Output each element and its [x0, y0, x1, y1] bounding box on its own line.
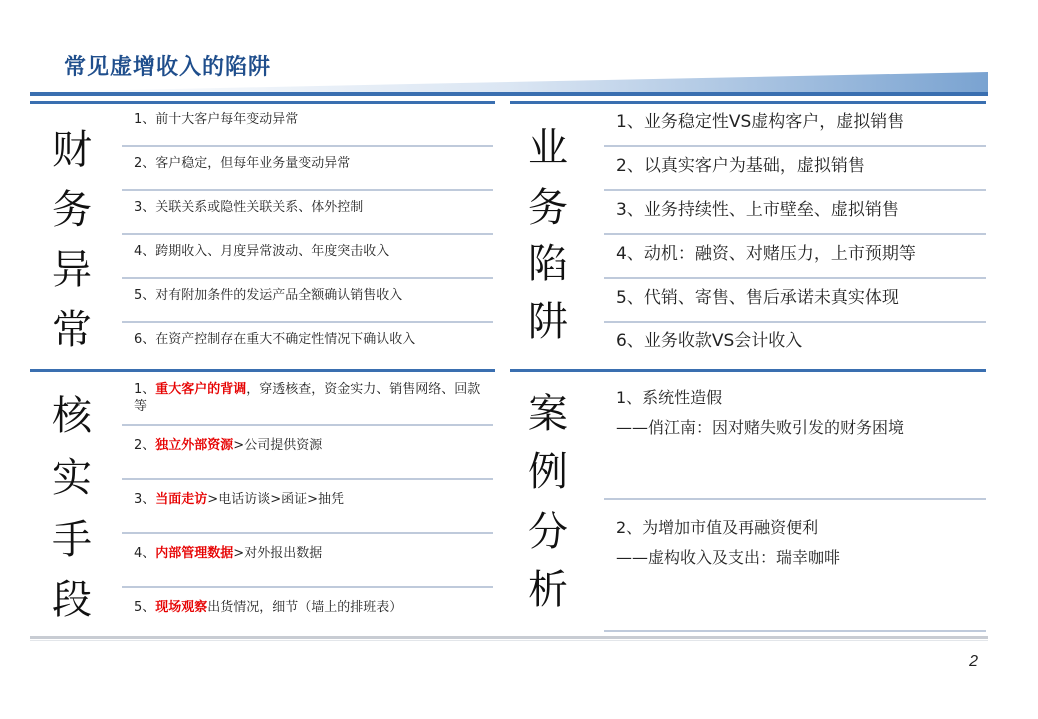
list-item — [134, 599, 402, 616]
list-item: 3、业务持续性、上市壁垒、虚拟销售 — [616, 200, 899, 220]
item-text: >对外报出数据 — [233, 546, 323, 561]
divider — [122, 424, 493, 426]
divider — [122, 145, 493, 147]
case-title: 2、为增加市值及再融资便利 — [616, 518, 819, 537]
page-number: 2 — [969, 653, 978, 670]
item-text: >公司提供资源 — [233, 438, 323, 453]
heading-char: 核 — [52, 393, 92, 439]
list-item: 2、以真实客户为基础，虚拟销售 — [616, 156, 865, 176]
highlight-text: 内部管理数据 — [155, 546, 234, 561]
divider — [122, 478, 493, 480]
divider — [604, 145, 986, 147]
item-prefix: 2、 — [134, 438, 156, 453]
highlight-text: 现场观察 — [155, 600, 208, 615]
divider — [122, 189, 493, 191]
list-item: 6、业务收款VS会计收入 — [616, 331, 803, 351]
divider — [122, 532, 493, 534]
divider — [604, 277, 986, 279]
list-item: 1、前十大客户每年变动异常 — [134, 112, 299, 127]
list-item: 4、跨期收入、月度异常波动、年度突击收入 — [134, 244, 390, 259]
list-item: 3、关联关系或隐性关联关系、体外控制 — [134, 200, 364, 215]
list-item — [134, 491, 344, 508]
case-detail: ——俏江南：因对赌失败引发的财务困境 — [616, 418, 905, 437]
footer-rule — [30, 636, 988, 639]
item-prefix: 4、 — [134, 546, 156, 561]
cases-top-rule — [510, 369, 986, 372]
footer-rule-shadow — [30, 640, 988, 641]
business-top-rule — [510, 101, 986, 104]
item-text: >电话访谈>函证>抽凭 — [207, 492, 344, 507]
heading-char: 分 — [528, 509, 568, 555]
verification-top-rule — [30, 369, 495, 372]
heading-char: 段 — [52, 577, 92, 623]
divider — [122, 277, 493, 279]
list-item: 2、客户稳定，但每年业务量变动异常 — [134, 156, 351, 171]
case-title: 1、系统性造假 — [616, 388, 723, 407]
heading-char: 务 — [528, 185, 568, 231]
list-item: 6、在资产控制存在重大不确定性情况下确认收入 — [134, 332, 416, 347]
heading-char: 常 — [52, 307, 92, 353]
heading-char: 业 — [528, 125, 568, 171]
heading-char: 陷 — [528, 241, 568, 287]
heading-char: 手 — [52, 517, 92, 563]
heading-char: 实 — [52, 455, 92, 501]
item-prefix: 3、 — [134, 492, 156, 507]
heading-char: 财 — [52, 127, 92, 173]
divider — [604, 321, 986, 323]
item-prefix: 5、 — [134, 600, 156, 615]
heading-char: 务 — [52, 187, 92, 233]
heading-char: 异 — [52, 247, 92, 293]
financial-top-rule — [30, 101, 495, 104]
list-item: 5、对有附加条件的发运产品全额确认销售收入 — [134, 288, 403, 303]
title-underline-band — [30, 72, 988, 98]
heading-char: 析 — [528, 567, 568, 613]
item-text: 出货情况，细节（墙上的排班表） — [207, 600, 403, 615]
divider — [604, 630, 986, 632]
divider — [604, 189, 986, 191]
highlight-text: 重大客户的背调 — [155, 382, 247, 397]
case-detail: ——虚构收入及支出：瑞幸咖啡 — [616, 548, 841, 567]
highlight-text: 独立外部资源 — [155, 438, 234, 453]
list-item — [134, 437, 322, 454]
divider — [604, 233, 986, 235]
list-item — [134, 381, 484, 415]
list-item — [134, 545, 322, 562]
list-item: 4、动机：融资、对赌压力，上市预期等 — [616, 244, 916, 264]
list-item: 5、代销、寄售、售后承诺未真实体现 — [616, 288, 899, 308]
divider — [604, 498, 986, 500]
heading-char: 阱 — [528, 299, 568, 345]
divider — [122, 586, 493, 588]
page-title: 常见虚增收入的陷阱 — [64, 55, 272, 80]
heading-char: 例 — [528, 449, 568, 495]
item-prefix: 1、 — [134, 382, 156, 397]
divider — [122, 233, 493, 235]
heading-char: 案 — [528, 391, 568, 437]
list-item: 1、业务稳定性VS虚构客户，虚拟销售 — [616, 112, 905, 132]
highlight-text: 当面走访 — [155, 492, 208, 507]
divider — [122, 321, 493, 323]
item-text: ，穿透核查，资金实力、销售网络、回款等 — [134, 382, 481, 414]
